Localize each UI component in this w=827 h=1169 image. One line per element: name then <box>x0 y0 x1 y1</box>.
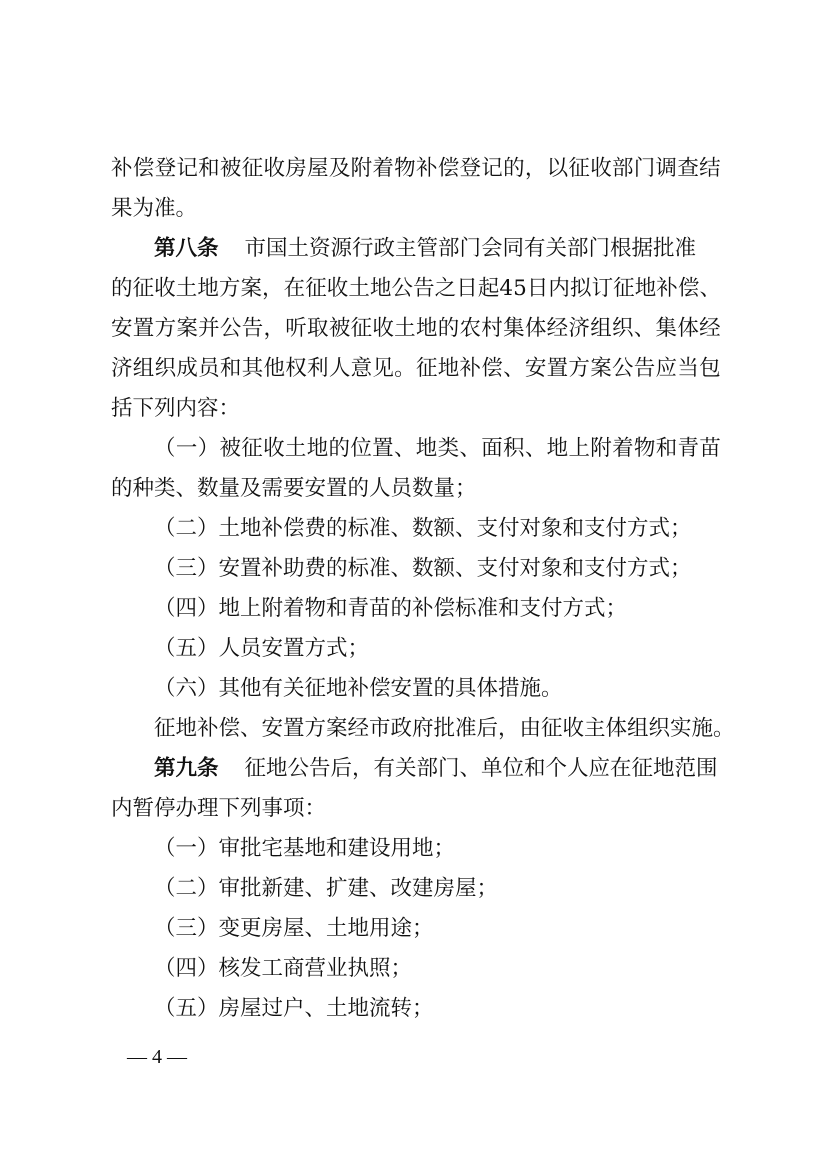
text-glyph: 利 <box>307 356 329 381</box>
text-glyph: 见 <box>372 356 394 381</box>
paragraph-line: 括下列内容： <box>111 396 241 421</box>
text-glyph: 体 <box>524 316 547 341</box>
text-glyph: 人 <box>328 356 351 381</box>
text-glyph: 征 <box>305 276 327 301</box>
text-glyph: 偿 <box>437 156 460 181</box>
text-glyph: 土 <box>348 276 370 301</box>
text-glyph: 公 <box>391 276 414 301</box>
text-glyph: 记 <box>481 156 503 181</box>
text-glyph: 经 <box>699 316 721 341</box>
text-glyph: 地 <box>437 356 460 381</box>
text-glyph: 苗 <box>699 436 721 461</box>
text-glyph: 位 <box>350 436 372 461</box>
text-glyph: 的 <box>503 156 525 181</box>
text-glyph: 着 <box>612 436 634 461</box>
text-glyph: 征 <box>350 316 373 341</box>
text-glyph: 青 <box>677 436 700 461</box>
paragraph-line: 果为准。 <box>111 196 198 221</box>
list-item-line <box>154 429 721 469</box>
text-glyph: 内 <box>548 276 570 301</box>
text-glyph: 方 <box>154 316 177 341</box>
list-item: （二）审批新建、扩建、改建房屋； <box>154 876 499 901</box>
text-glyph: 以 <box>546 156 569 181</box>
text-glyph: 被 <box>328 316 351 341</box>
text-glyph: 置 <box>546 356 569 381</box>
text-glyph: 物 <box>633 436 656 461</box>
text-glyph: 偿 <box>677 276 700 301</box>
text-glyph: 告 <box>413 276 435 301</box>
text-glyph: 土 <box>284 436 307 461</box>
paragraph-line <box>111 349 721 389</box>
article-9-heading: 第九条 <box>154 756 219 781</box>
text-glyph: 被 <box>219 156 242 181</box>
text-glyph: 织 <box>611 316 634 341</box>
text-glyph: 订 <box>591 276 614 301</box>
text-glyph: 附 <box>350 156 373 181</box>
text-glyph: 登 <box>459 156 482 181</box>
text-glyph: 补 <box>656 276 678 301</box>
list-item: （四）地上附着物和青苗的补偿标准和支付方式； <box>154 596 628 621</box>
text-glyph: 置 <box>132 316 155 341</box>
text-glyph: 物 <box>394 156 416 181</box>
text-glyph: 济 <box>111 356 133 381</box>
article-9-line-text: 征地公告后，有关部门、单位和个人应在征地范围 <box>244 756 718 781</box>
text-glyph: 补 <box>415 156 438 181</box>
text-glyph: 公 <box>219 316 242 341</box>
text-glyph: 起 <box>477 276 500 301</box>
text-glyph: 征 <box>415 356 438 381</box>
text-glyph: 、 <box>699 276 721 301</box>
list-item: （五）人员安置方式； <box>154 636 370 661</box>
text-glyph: 补 <box>111 156 133 181</box>
list-item: （五）房屋过户、土地流转； <box>154 996 434 1021</box>
text-glyph: 征 <box>132 276 155 301</box>
text-glyph: 告 <box>633 356 656 381</box>
text-glyph: 日 <box>526 276 549 301</box>
list-item: （三）安置补助费的标准、数额、支付对象和支付方式； <box>154 556 692 581</box>
text-glyph: 上 <box>568 436 590 461</box>
text-glyph: 意 <box>350 356 373 381</box>
text-glyph: 取 <box>307 316 329 341</box>
text-glyph: 安 <box>111 316 133 341</box>
text-glyph: 体 <box>677 316 699 341</box>
text-glyph: 置 <box>372 436 394 461</box>
text-glyph: 土 <box>175 276 198 301</box>
text-glyph: 之 <box>434 276 457 301</box>
text-glyph: 被 <box>219 436 241 461</box>
text-glyph: 部 <box>611 156 634 181</box>
text-glyph: 组 <box>132 356 155 381</box>
text-glyph: 着 <box>372 156 394 181</box>
text-glyph: 偿 <box>132 156 155 181</box>
text-glyph: 、 <box>503 356 525 381</box>
text-glyph: 和 <box>198 156 220 181</box>
text-glyph: ） <box>197 436 220 461</box>
text-glyph: 当 <box>677 356 699 381</box>
list-item: （六）其他有关征地补偿安置的具体措施。 <box>154 676 563 701</box>
text-glyph: 权 <box>285 356 307 381</box>
paragraph-line <box>111 309 721 349</box>
text-glyph: 收 <box>372 316 394 341</box>
text-glyph: ， <box>524 156 547 181</box>
text-glyph: 公 <box>611 356 634 381</box>
text-glyph: 告 <box>241 316 264 341</box>
text-glyph: 收 <box>263 156 285 181</box>
text-glyph: 征 <box>241 436 263 461</box>
article-8-line-text: 市国土资源行政主管部门会同有关部门根据批准 <box>244 236 697 261</box>
text-glyph: 他 <box>263 356 285 381</box>
list-item: （二）土地补偿费的标准、数额、支付对象和支付方式； <box>154 516 692 541</box>
text-glyph: 查 <box>677 156 699 181</box>
page-number: — 4 — <box>127 1046 187 1068</box>
text-glyph: 安 <box>524 356 547 381</box>
text-glyph: 门 <box>633 156 656 181</box>
text-glyph: 地 <box>415 436 438 461</box>
text-glyph: 屋 <box>307 156 329 181</box>
text-glyph: 地 <box>197 276 219 301</box>
article-8-heading: 第八条 <box>154 236 219 261</box>
text-glyph: 织 <box>154 356 177 381</box>
text-glyph: 在 <box>283 276 306 301</box>
text-glyph: 济 <box>568 316 590 341</box>
text-glyph: 、 <box>393 436 416 461</box>
text-glyph: 案 <box>590 356 612 381</box>
text-glyph: 附 <box>590 436 612 461</box>
text-glyph: 征 <box>568 156 590 181</box>
text-glyph: 地 <box>546 436 569 461</box>
text-glyph: 地 <box>369 276 392 301</box>
text-glyph: 的 <box>437 316 460 341</box>
text-glyph: 地 <box>634 276 657 301</box>
text-glyph: 记 <box>176 156 198 181</box>
text-glyph: 、 <box>524 436 547 461</box>
text-glyph: ， <box>262 276 284 301</box>
text-glyph: 调 <box>655 156 678 181</box>
text-glyph: 土 <box>394 316 416 341</box>
text-glyph: 收 <box>154 276 176 301</box>
text-glyph: 收 <box>326 276 349 301</box>
text-glyph: 征 <box>241 156 264 181</box>
text-glyph: 房 <box>285 156 307 181</box>
text-glyph: 和 <box>655 436 678 461</box>
text-glyph: 听 <box>285 316 307 341</box>
text-glyph: 、 <box>633 316 656 341</box>
article-8-first-line <box>154 229 721 269</box>
text-glyph: 应 <box>655 356 678 381</box>
text-glyph: 组 <box>590 316 612 341</box>
text-glyph: 登 <box>154 156 177 181</box>
list-item: （一）审批宅基地和建设用地； <box>154 836 456 861</box>
text-glyph: 案 <box>176 316 198 341</box>
text-glyph: 、 <box>459 436 481 461</box>
text-glyph: 并 <box>198 316 220 341</box>
text-glyph: （ <box>154 436 176 461</box>
text-glyph: 成 <box>176 356 198 381</box>
text-glyph: 经 <box>546 316 569 341</box>
text-glyph: 的 <box>328 436 351 461</box>
text-glyph: 。 <box>394 356 416 381</box>
text-glyph: 结 <box>699 156 721 181</box>
text-glyph: 收 <box>263 436 285 461</box>
text-glyph: 面 <box>481 436 503 461</box>
text-glyph: 收 <box>590 156 612 181</box>
paragraph-line: 内暂停办理下列事项： <box>111 796 327 821</box>
text-glyph: 和 <box>219 356 242 381</box>
text-glyph: ， <box>263 316 285 341</box>
text-glyph: 征 <box>613 276 635 301</box>
text-glyph: 积 <box>503 436 525 461</box>
text-glyph: 类 <box>437 436 460 461</box>
paragraph-line <box>111 269 721 309</box>
text-glyph: 农 <box>459 316 482 341</box>
text-glyph: 村 <box>481 316 503 341</box>
text-glyph: 集 <box>503 316 525 341</box>
paragraph-line: 征地补偿、安置方案经市政府批准后，由征收主体组织实施。 <box>154 716 735 741</box>
text-glyph: 地 <box>415 316 438 341</box>
text-glyph: 的 <box>111 276 133 301</box>
text-glyph: 集 <box>655 316 678 341</box>
list-item: （四）核发工商营业执照； <box>154 956 413 981</box>
text-glyph: 补 <box>459 356 482 381</box>
text-glyph: 日 <box>456 276 478 301</box>
list-item-line: 的种类、数量及需要安置的人员数量； <box>111 476 477 501</box>
text-glyph: 偿 <box>481 356 503 381</box>
article-9-first-line <box>154 749 721 789</box>
text-glyph: 其 <box>241 356 264 381</box>
text-glyph: 员 <box>198 356 220 381</box>
text-glyph: 包 <box>699 356 721 381</box>
text-glyph: 方 <box>568 356 590 381</box>
text-glyph: 方 <box>218 276 241 301</box>
text-glyph: 地 <box>306 436 329 461</box>
text-glyph: 拟 <box>569 276 592 301</box>
paragraph-line <box>111 149 721 189</box>
text-glyph: 案 <box>240 276 262 301</box>
text-glyph: 45 <box>499 276 527 301</box>
list-item: （三）变更房屋、土地用途； <box>154 916 434 941</box>
text-glyph: 及 <box>328 156 351 181</box>
text-glyph: 一 <box>175 436 198 461</box>
